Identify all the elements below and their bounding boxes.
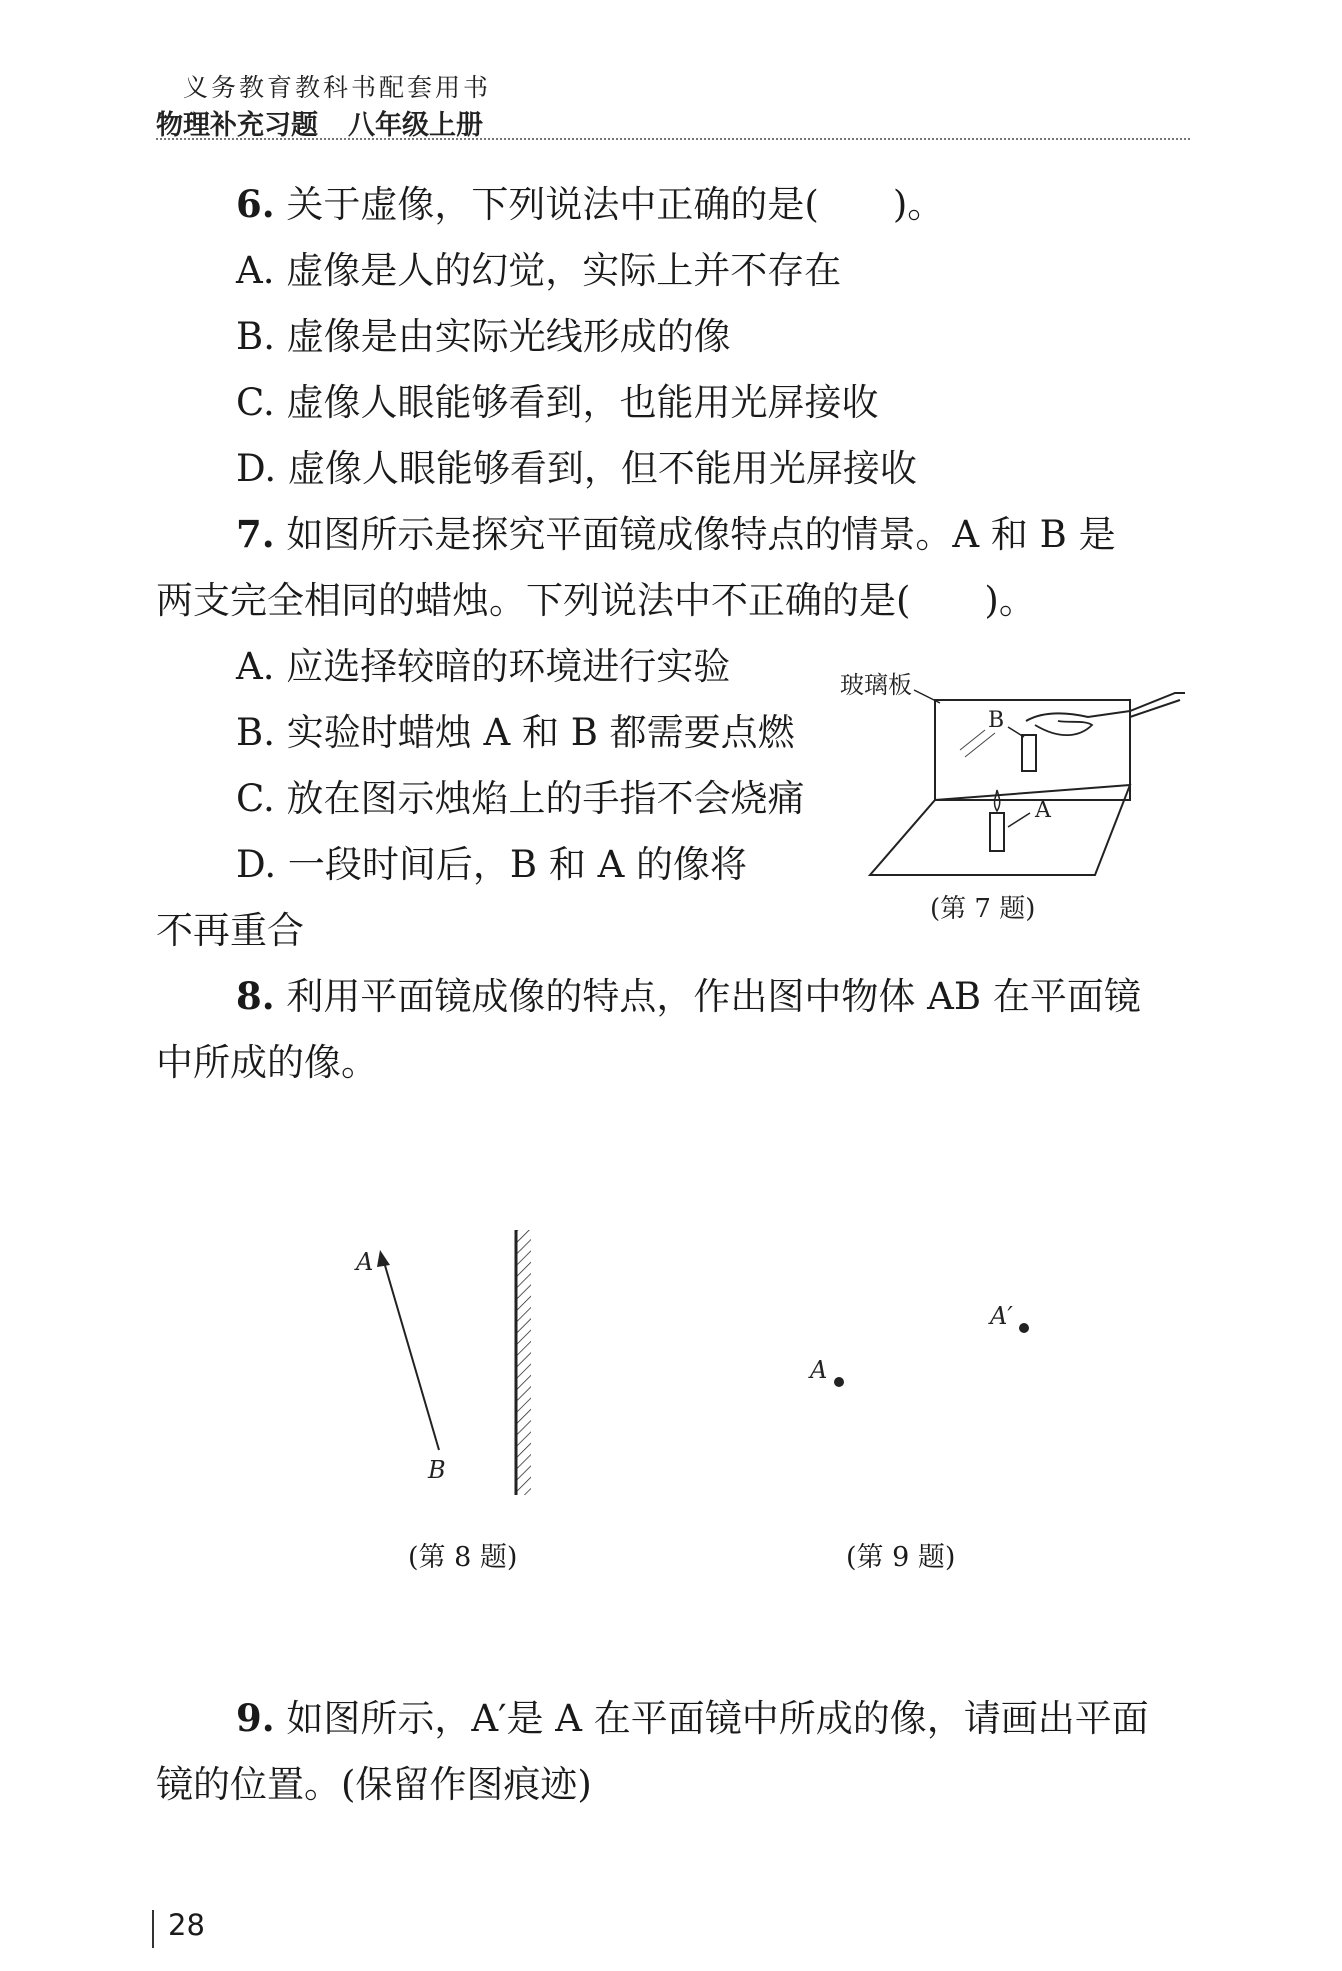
q7-caption: (第 7 题) — [930, 894, 1036, 924]
q6-stem-text: 关于虚像，下列说法中正确的是( )。 — [286, 183, 945, 226]
q6-option-c: C. 虚像人眼能够看到，也能用光屏接收 — [236, 381, 879, 424]
q6-option-a: A. 虚像是人的幻觉，实际上并不存在 — [236, 249, 842, 292]
q7-option-c: C. 放在图示烛焰上的手指不会烧痛 — [236, 777, 805, 820]
q7-option-d: D. 一段时间后，B 和 A 的像将 — [236, 843, 748, 886]
label-b: B — [428, 1456, 446, 1484]
q7-number: 7. — [236, 512, 275, 556]
candle-b — [1022, 735, 1036, 771]
book-series: 义务教育教科书配套用书 — [183, 73, 492, 102]
q6-option-d: D. 虚像人眼能够看到，但不能用光屏接收 — [236, 447, 917, 490]
q6-number: 6. — [236, 182, 275, 226]
book-title — [156, 103, 483, 142]
page-number: 28 — [168, 1908, 205, 1942]
candle-b-label: B — [988, 708, 1005, 733]
point-a-label: A — [810, 1356, 828, 1384]
arrow-head — [377, 1250, 390, 1267]
point-a-prime-label: A′ — [990, 1302, 1013, 1330]
page-number-bar — [152, 1910, 154, 1948]
q6-option-b: B. 虚像是由实际光线形成的像 — [236, 315, 731, 358]
q6-stem — [236, 182, 945, 226]
q7-option-a: A. 应选择较暗的环境进行实验 — [236, 645, 731, 688]
q9-figure — [780, 1280, 1060, 1400]
q9-stem-line1 — [236, 1696, 1149, 1740]
q7-option-b: B. 实验时蜡烛 A 和 B 都需要点燃 — [236, 711, 795, 754]
q8-caption: (第 8 题) — [408, 1542, 518, 1573]
mirror-hatching — [517, 1230, 531, 1495]
point-a-prime — [1019, 1323, 1029, 1333]
q8-number: 8. — [236, 974, 275, 1018]
glass-label: 玻璃板 — [840, 671, 912, 699]
q8-stem-line1 — [236, 974, 1141, 1018]
book-title-text: 物理补充习题 — [156, 110, 318, 141]
q9-stem-text1: 如图所示，A′是 A 在平面镜中所成的像，请画出平面 — [286, 1697, 1149, 1740]
header-rule — [156, 138, 1190, 140]
q7-stem-text1: 如图所示是探究平面镜成像特点的情景。A 和 B 是 — [286, 513, 1116, 556]
q8-figure — [340, 1215, 580, 1515]
candle-a — [990, 813, 1004, 851]
q9-number: 9. — [236, 1696, 275, 1740]
label-a: A — [356, 1248, 374, 1276]
q8-stem-line2: 中所成的像。 — [156, 1041, 378, 1084]
q7-stem-line2: 两支完全相同的蜡烛。下列说法中不正确的是( )。 — [156, 579, 1036, 622]
point-a — [834, 1377, 844, 1387]
book-grade: 八年级上册 — [348, 110, 483, 141]
q7-option-d-cont: 不再重合 — [156, 909, 304, 952]
candle-a-label: A — [1035, 798, 1051, 823]
object-ab — [384, 1262, 439, 1450]
q7-figure — [830, 665, 1200, 935]
q7-stem-line1 — [236, 512, 1116, 556]
q8-stem-text1: 利用平面镜成像的特点，作出图中物体 AB 在平面镜 — [286, 975, 1141, 1018]
q9-stem-line2: 镜的位置。(保留作图痕迹) — [156, 1763, 592, 1806]
q9-caption: (第 9 题) — [846, 1542, 956, 1573]
